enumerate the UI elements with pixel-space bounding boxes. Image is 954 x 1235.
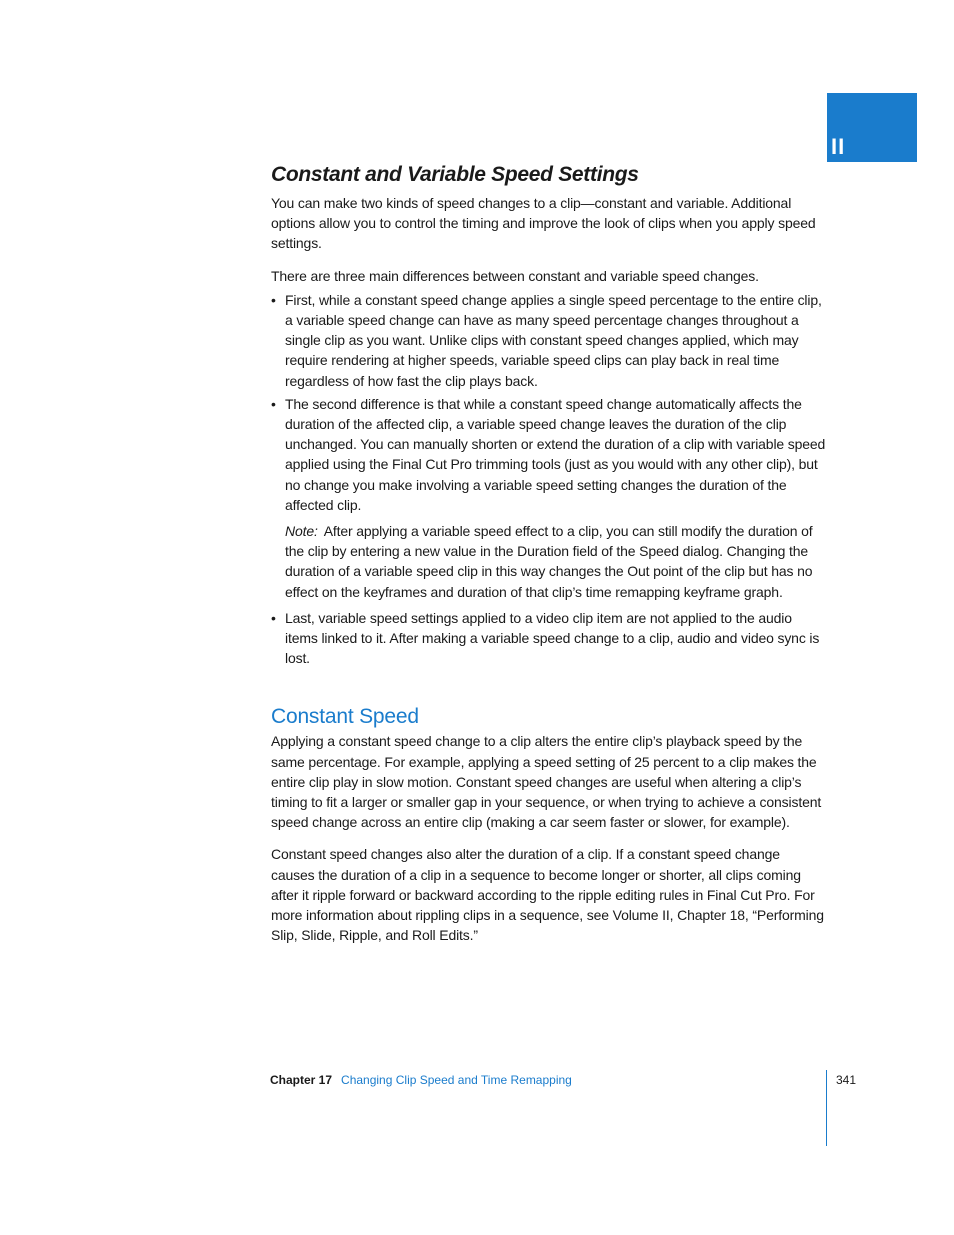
footer-divider bbox=[826, 1070, 827, 1146]
note-text: After applying a variable speed effect to a clip, you can still modify the duration of the clip by entering a new value in the Duration field of the Speed dialog. Changing the duration of a variable speed clip in this way changes the Out point of the clip but has no effect on the keyframes and duration of that clip’s time remapping keyframe graph. bbox=[285, 523, 813, 600]
subsection-paragraph: Constant speed changes also alter the duration of a clip. If a constant speed change causes the duration of a clip in a sequence to become longer or shorter, all clips coming after it ripple forward or backward according to the ripple editing rules in Final Cut Pro. For more information about rippling clips in a sequence, see Volume II, Chapter 18, “Performing Slip, Slide, Ripple, and Roll Edits.” bbox=[271, 846, 824, 944]
bullet-icon: • bbox=[271, 395, 276, 412]
page-content bbox=[271, 160, 827, 946]
list-item-text: Last, variable speed settings applied to a video clip item are not applied to the audio items linked to it. After making a variable speed change to a clip, audio and video sync is lost. bbox=[285, 609, 820, 667]
list-item bbox=[271, 394, 827, 515]
page-footer bbox=[270, 1072, 572, 1088]
differences-list-continued bbox=[271, 608, 827, 669]
section-lead: There are three main differences between constant and variable speed changes. bbox=[271, 267, 759, 284]
page-number: 341 bbox=[836, 1073, 857, 1087]
list-item bbox=[271, 290, 827, 391]
bullet-icon: • bbox=[271, 291, 276, 308]
section-intro: You can make two kinds of speed changes to a clip—constant and variable. Additional options allow you to control the timing and improve the look of clips when you apply speed settings. bbox=[271, 195, 816, 252]
differences-list bbox=[271, 290, 827, 515]
part-tab bbox=[827, 93, 917, 162]
list-item bbox=[271, 608, 827, 669]
bullet-icon: • bbox=[271, 609, 276, 626]
list-item-text: First, while a constant speed change applies a single speed percentage to the entire clip, a variable speed change can have as many speed percentage changes throughout a single clip as you want. Unlike clips with constant speed changes applied, which may require rendering at higher speeds, variable speed clips can play back in real time regardless of how fast the clip plays back. bbox=[285, 291, 822, 389]
section-title: Constant and Variable Speed Settings bbox=[271, 163, 639, 186]
note bbox=[285, 521, 827, 602]
part-tab-label: II bbox=[831, 134, 846, 159]
footer-chapter: Chapter 17 bbox=[270, 1073, 333, 1087]
subsection-paragraph: Applying a constant speed change to a clip alters the entire clip’s playback speed by the same percentage. For example, applying a speed setting of 25 percent to a clip makes the entire clip play in slow motion. Constant speed changes are useful when altering a clip’s timing to fit a larger or smaller gap in your sequence, or when trying to achieve a consistent speed change across an entire clip (making a car seem faster or slower, for example). bbox=[271, 733, 822, 831]
note-label: Note: bbox=[285, 523, 318, 540]
footer-chapter-title: Changing Clip Speed and Time Remapping bbox=[341, 1073, 572, 1087]
list-item-text: The second difference is that while a constant speed change automatically affects the duration of the affected clip, a variable speed change leaves the duration of the clip unchanged. You can manually shorten or extend the duration of a clip with variable speed applied using the Final Cut Pro trimming tools (just as you would with any other clip), but no change you make involving a variable speed setting changes the duration of the affected clip. bbox=[285, 395, 826, 513]
subsection-title: Constant Speed bbox=[271, 705, 419, 729]
